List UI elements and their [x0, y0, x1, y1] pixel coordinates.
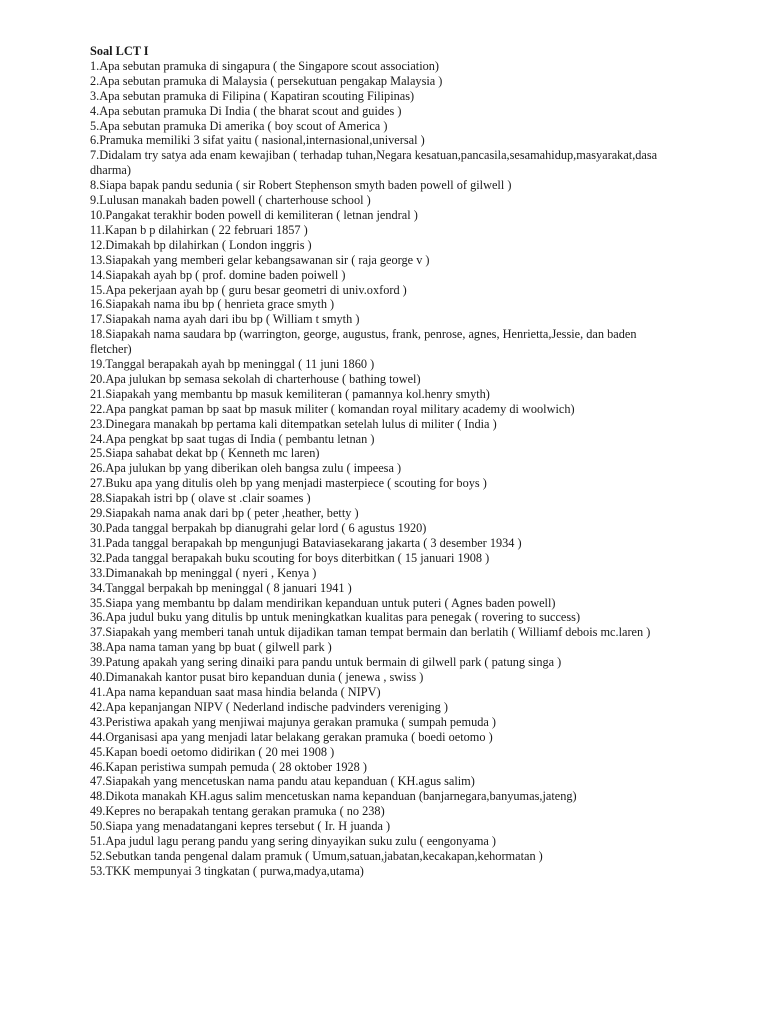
question-item: 12.Dimakah bp dilahirkan ( London inggris ) — [90, 237, 312, 252]
question-item: 19.Tanggal berapakah ayah bp meninggal ( 11 juni 1860 ) — [90, 357, 375, 372]
question-item: 14.Siapakah ayah bp ( prof. domine baden poiwell ) — [90, 267, 346, 282]
question-item: 23.Dinegara manakah bp pertama kali ditempatkan setelah lulus di militer ( India ) — [90, 416, 497, 431]
question-item: 41.Apa nama kepanduan saat masa hindia belanda ( NIPV) — [90, 684, 381, 699]
question-item: 6.Pramuka memiliki 3 sifat yaitu ( nasional,internasional,universal ) — [90, 133, 425, 148]
question-item: 49.Kepres no berapakah tentang gerakan pramuka ( no 238) — [90, 804, 385, 819]
question-item: 1.Apa sebutan pramuka di singapura ( the Singapore scout association) — [90, 58, 440, 73]
question-item: 26.Apa julukan bp yang diberikan oleh bangsa zulu ( impeesa ) — [90, 461, 402, 476]
question-item: 53.TKK mempunyai 3 tingkatan ( purwa,madya,utama) — [90, 863, 364, 878]
question-item: 9.Lulusan manakah baden powell ( charterhouse school ) — [90, 193, 371, 208]
question-item: 37.Siapakah yang memberi tanah untuk dijadikan taman tempat bermain dan berlatih ( Williamf debois mc.laren ) — [90, 625, 651, 640]
question-item: 24.Apa pengkat bp saat tugas di India ( pembantu letnan ) — [90, 431, 375, 446]
question-item: 16.Siapakah nama ibu bp ( henrieta grace smyth ) — [90, 297, 335, 312]
question-item: 31.Pada tanggal berapakah bp mengunjugi Bataviasekarang jakarta ( 3 desember 1934 ) — [90, 535, 522, 550]
question-item: 15.Apa pekerjaan ayah bp ( guru besar geometri di univ.oxford ) — [90, 282, 407, 297]
question-item: 5.Apa sebutan pramuka Di amerika ( boy scout of America ) — [90, 118, 388, 133]
question-item: 2.Apa sebutan pramuka di Malaysia ( persekutuan pengakap Malaysia ) — [90, 73, 443, 88]
question-item: 18.Siapakah nama saudara bp (warrington, george, augustus, frank, penrose, agnes, Henrietta,Jessie, dan baden fletcher) — [90, 327, 637, 357]
question-item: 40.Dimanakah kantor pusat biro kepanduan dunia ( jenewa , swiss ) — [90, 670, 424, 685]
question-item: 29.Siapakah nama anak dari bp ( peter ,heather, betty ) — [90, 506, 359, 521]
question-item: 7.Didalam try satya ada enam kewajiban ( terhadap tuhan,Negara kesatuan,pancasila,sesamahidup,masyarakat,dasa dharma) — [90, 148, 658, 178]
question-item: 50.Siapa yang menadatangani kepres tersebut ( Ir. H juanda ) — [90, 819, 391, 834]
question-item: 42.Apa kepanjangan NIPV ( Nederland indische padvinders vereniging ) — [90, 699, 448, 714]
question-item: 47.Siapakah yang mencetuskan nama pandu atau kepanduan ( KH.agus salim) — [90, 774, 475, 789]
question-item: 30.Pada tanggal berpakah bp dianugrahi gelar lord ( 6 agustus 1920) — [90, 521, 427, 535]
question-item: 38.Apa nama taman yang bp buat ( gilwell park ) — [90, 640, 332, 655]
question-item: 43.Peristiwa apakah yang menjiwai majunya gerakan pramuka ( sumpah pemuda ) — [90, 714, 497, 729]
question-item: 44.Organisasi apa yang menjadi latar belakang gerakan pramuka ( boedi oetomo ) — [90, 729, 493, 744]
question-item: 32.Pada tanggal berapakah buku scouting for boys diterbitkan ( 15 januari 1908 ) — [90, 550, 490, 565]
question-item: 33.Dimanakah bp meninggal ( nyeri , Kenya ) — [90, 565, 317, 580]
question-item: 46.Kapan peristiwa sumpah pemuda ( 28 oktober 1928 ) — [90, 759, 367, 774]
question-item: 3.Apa sebutan pramuka di Filipina ( Kapatiran scouting Filipinas) — [90, 88, 415, 103]
question-item: 35.Siapa yang membantu bp dalam mendirikan kepanduan untuk puteri ( Agnes baden powell) — [90, 595, 556, 610]
question-item: 21.Siapakah yang membantu bp masuk kemiliteran ( pamannya kol.henry smyth) — [90, 386, 490, 401]
question-item: 13.Siapakah yang memberi gelar kebangsawanan sir ( raja george v ) — [90, 252, 430, 267]
question-item: 45.Kapan boedi oetomo didirikan ( 20 mei 1908 ) — [90, 744, 335, 759]
question-item: 34.Tanggal berpakah bp meninggal ( 8 januari 1941 ) — [90, 580, 352, 595]
question-item: 17.Siapakah nama ayah dari ibu bp ( William t smyth ) — [90, 312, 360, 327]
question-item: 51.Apa judul lagu perang pandu yang sering dinyayikan suku zulu ( eengonyama ) — [90, 834, 497, 849]
question-item: 8.Siapa bapak pandu sedunia ( sir Robert Stephenson smyth baden powell of gilwell ) — [90, 178, 512, 193]
document-page — [90, 44, 680, 879]
question-item: 10.Pangakat terakhir boden powell di kemiliteran ( letnan jendral ) — [90, 207, 418, 222]
question-item: 4.Apa sebutan pramuka Di India ( the bharat scout and guides ) — [90, 103, 402, 118]
question-item: 25.Siapa sahabat dekat bp ( Kenneth mc laren) — [90, 446, 320, 461]
question-list — [90, 59, 680, 879]
question-item: 11.Kapan b p dilahirkan ( 22 februari 1857 ) — [90, 222, 308, 237]
question-item: 28.Siapakah istri bp ( olave st .clair soames ) — [90, 491, 311, 506]
question-item: 20.Apa julukan bp semasa sekolah di charterhouse ( bathing towel) — [90, 371, 421, 386]
question-item: 48.Dikota manakah KH.agus salim mencetuskan nama kepanduan (banjarnegara,banyumas,jateng) — [90, 789, 577, 804]
document-title: Soal LCT I — [90, 44, 149, 58]
question-item: 39.Patung apakah yang sering dinaiki para pandu untuk bermain di gilwell park ( patung singa ) — [90, 655, 562, 670]
question-item: 27.Buku apa yang ditulis oleh bp yang menjadi masterpiece ( scouting for boys ) — [90, 476, 487, 491]
question-item: 52.Sebutkan tanda pengenal dalam pramuk ( Umum,satuan,jabatan,kecakapan,kehormatan ) — [90, 848, 543, 863]
question-item: 36.Apa judul buku yang ditulis bp untuk meningkatkan kualitas para penegak ( rovering to success) — [90, 610, 581, 625]
question-item: 22.Apa pangkat paman bp saat bp masuk militer ( komandan royal military academy di woolwich) — [90, 401, 575, 416]
